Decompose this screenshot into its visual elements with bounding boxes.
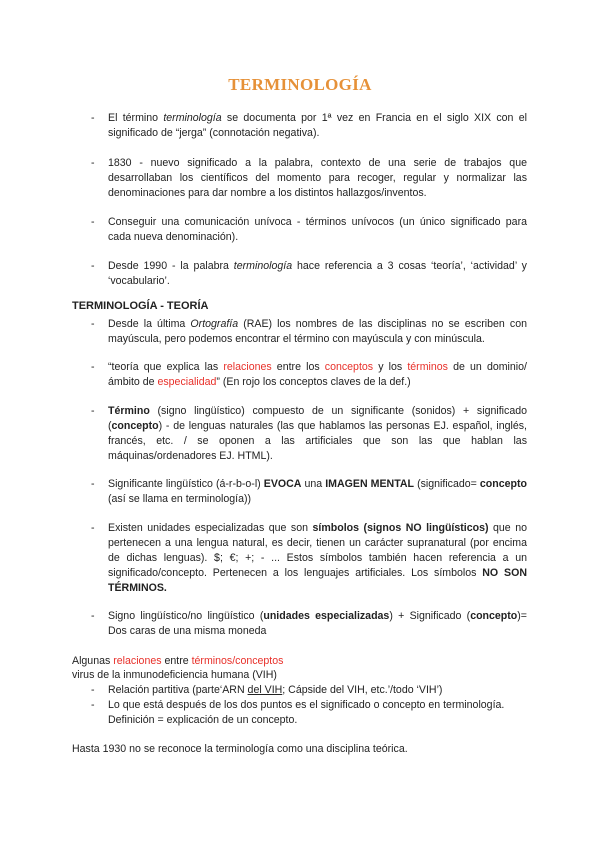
relation-item (108, 698, 527, 728)
text-run: “teoría que explica las (108, 361, 224, 373)
italic-text: terminología (233, 260, 293, 272)
text-run: El término (108, 112, 164, 124)
virus-line: virus de la inmunodeficiencia humana (VIH) (72, 669, 277, 681)
text-run: una (301, 478, 326, 490)
theory-item (108, 360, 527, 390)
text-run: (significado= (414, 478, 480, 490)
highlighted-term: relaciones (113, 655, 162, 667)
text-run: )= Dos caras de una misma moneda (108, 610, 527, 637)
italic-text: terminología (163, 112, 222, 124)
text-run: ” (En rojo los conceptos claves de la def.) (216, 376, 411, 388)
bold-text: concepto (470, 610, 518, 622)
highlighted-term: especialidad (157, 376, 217, 388)
text-run: Relación partitiva (parte‘ARN (108, 684, 248, 696)
intro-item (108, 156, 527, 201)
theory-item (108, 404, 527, 464)
bold-text: concepto (479, 478, 527, 490)
highlighted-term: términos/conceptos (191, 655, 284, 667)
highlighted-term: conceptos (324, 361, 374, 373)
bold-text: concepto (111, 420, 159, 432)
text-run: y los (373, 361, 408, 373)
text-run: Existen unidades especializadas que son (108, 522, 313, 534)
text-run: 1830 - nuevo significado a la palabra, contexto de una serie de trabajos que desarrollaban los científicos del momento para recoger, regular y normalizar las denominaciones para dar nombre a los distintos hallazgos/inventos. (108, 157, 527, 199)
intro-item (108, 215, 527, 245)
bold-text: símbolos (signos NO lingüísticos) (312, 522, 489, 534)
text-run: entre (161, 655, 192, 667)
relation-item (108, 683, 527, 698)
theory-item (108, 317, 527, 347)
intro-item (108, 111, 527, 141)
text-run: (signo lingüístico) compuesto de un significante (sonidos) + significado ( (108, 405, 527, 432)
text-run: ) + Significado ( (389, 610, 471, 622)
text-run: hace referencia a 3 cosas ‘teoría’, ‘actividad’ y ‘vocabulario’. (108, 260, 527, 287)
text-run: entre los (271, 361, 325, 373)
theory-item (108, 477, 527, 507)
text-run: (RAE) los nombres de las disciplinas no se escriben con mayúscula, pero podemos encontrar el término con mayúscula y con minúscula. (108, 318, 527, 345)
highlighted-term: relaciones (223, 361, 272, 373)
bold-text: EVOCA (263, 478, 302, 490)
text-run: que no pertenecen a una lengua natural, es decir, tienen un carácter supranatural (por encima de dichas lenguas). $; €; +; - ... Estos símbolos también hacen referencia a un significado/concepto. Pertenecen a los lenguajes artificiales. Los símbolos (108, 522, 527, 579)
text-run: de un dominio/ámbito de (108, 361, 527, 388)
highlighted-term: términos (407, 361, 448, 373)
text-run: Desde la última (108, 318, 191, 330)
section-heading: TERMINOLOGÍA - TEORÍA (72, 300, 209, 312)
text-run: (así se llama en terminología)) (108, 493, 252, 505)
text-run: ) - de lenguas naturales (las que hablamos las personas EJ. español, inglés, francés, etc. / se oponen a las artificiales que son las que hablan las máquinas/ordenadores EJ. HTML). (108, 420, 527, 462)
closing-sentence: Hasta 1930 no se reconoce la terminología como una disciplina teórica. (72, 743, 408, 755)
relations-heading (72, 654, 532, 669)
intro-item (108, 259, 527, 289)
text-run: Signo lingüístico/no lingüístico ( (108, 610, 264, 622)
bold-text: Término (108, 405, 150, 417)
bold-text: IMAGEN MENTAL (325, 478, 415, 490)
text-run: Desde 1990 - la palabra (108, 260, 234, 272)
text-run: se documenta por 1ª vez en Francia en el siglo XIX con el significado de “jerga” (connotación negativa). (108, 112, 527, 139)
theory-item (108, 609, 527, 639)
italic-text: Ortografía (190, 318, 239, 330)
text-run: ; Cápside del VIH, etc.’/todo ‘VIH’) (282, 684, 443, 696)
text-run: Algunas (72, 655, 114, 667)
bold-text: NO SON TÉRMINOS. (108, 567, 527, 594)
theory-item (108, 521, 527, 596)
bold-text: unidades especializadas (263, 610, 390, 622)
text-run: Lo que está después de los dos puntos es el significado o concepto en terminología. Definición = explicación de un concepto. (108, 699, 505, 726)
document-title: TERMINOLOGÍA (228, 75, 372, 94)
text-run: Significante lingüístico (á-r-b-o-l) (108, 478, 264, 490)
text-run: Conseguir una comunicación unívoca - términos unívocos (un único significado para cada nueva denominación). (108, 216, 527, 243)
underlined-text: del VIH (247, 684, 283, 696)
